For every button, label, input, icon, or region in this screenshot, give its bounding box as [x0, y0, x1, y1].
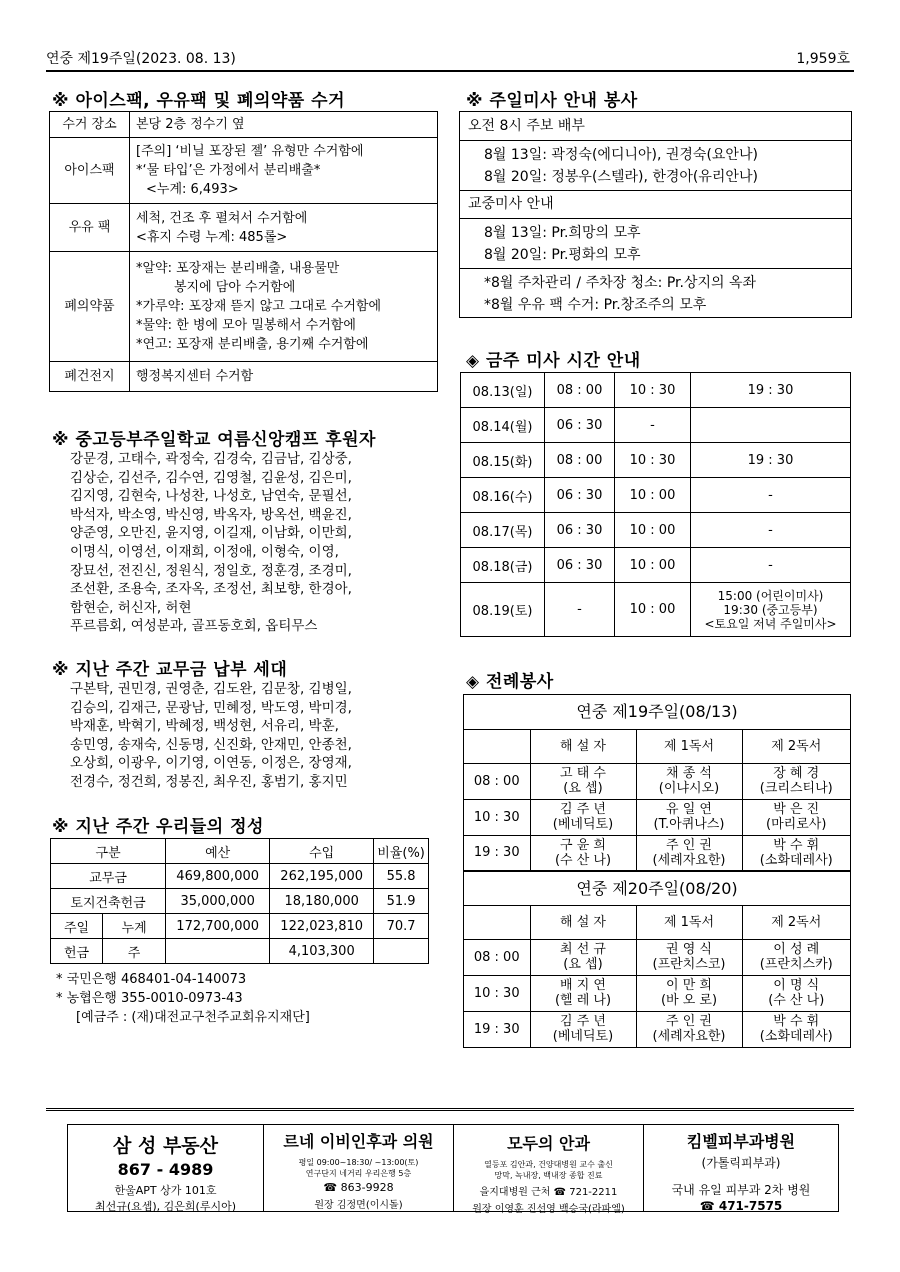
saturday-masses	[691, 583, 851, 637]
mass-date: 08.18(금)	[461, 548, 545, 583]
mass-time: -	[545, 583, 615, 637]
donor-title: ※ 중고등부주일학교 여름신앙캠프 후원자	[52, 430, 376, 450]
sat-mass-line: 15:00 (어린이미사)	[717, 588, 824, 603]
liturgy-time: 10 : 30	[464, 799, 530, 835]
baptismal-name: (크리스티나)	[759, 781, 833, 796]
tithe-line: 송민영, 송재숙, 신동명, 신진화, 안재민, 안종천,	[70, 736, 352, 753]
ad-ent-clinic	[264, 1125, 454, 1211]
bank-line: * 농협은행 355-0010-0973-43	[56, 991, 243, 1006]
mass-date: 08.15(화)	[461, 443, 545, 478]
mass-date: 08.17(목)	[461, 513, 545, 548]
ad-name: 모두의 안과	[507, 1134, 590, 1153]
mass-time: 10 : 30	[615, 373, 691, 408]
milk-line: <휴지 수령 누계: 485롤>	[136, 229, 288, 245]
empty-cell	[464, 729, 530, 763]
person-name: 고 태 수	[560, 766, 606, 781]
person-name: 배 지 연	[560, 978, 606, 993]
mass-time: 06 : 30	[545, 513, 615, 548]
liturgy-person	[530, 763, 636, 799]
mass-time	[691, 408, 851, 443]
ice-value	[130, 138, 438, 204]
ad-line: 열등포 김안과, 건양대병원 교수 출신	[484, 1160, 613, 1169]
baptismal-name: (이냐시오)	[658, 781, 720, 796]
offering-cell: 469,800,000	[166, 864, 270, 889]
offering-header: 구분	[51, 839, 166, 864]
ad-realestate	[68, 1125, 264, 1211]
mass-service-box	[459, 111, 852, 318]
liturgy-person	[742, 939, 850, 975]
liturgy-person	[530, 799, 636, 835]
person-name: 최 선 규	[560, 942, 606, 957]
donor-line: 푸르름회, 여성분과, 골프동호회, 옵티무스	[70, 618, 318, 635]
milk-value	[130, 204, 438, 252]
ads-bar	[67, 1124, 839, 1215]
baptismal-name: (헬 레 나)	[554, 993, 612, 1008]
liturgy-person	[636, 763, 742, 799]
offering-cell: 4,103,300	[270, 939, 374, 964]
mass-time: -	[691, 548, 851, 583]
mass-time: 19 : 30	[691, 373, 851, 408]
person-name: 김 주 년	[560, 802, 606, 817]
baptismal-name: (프란치스코)	[652, 957, 726, 972]
liturgy-person	[742, 835, 850, 871]
liturgy-header: 제 1독서	[636, 905, 742, 939]
offering-header: 비율(%)	[374, 839, 429, 864]
ad-line: 망막, 녹내장, 백내장 종합 진료	[494, 1171, 603, 1180]
baptismal-name: (요 셉)	[563, 957, 603, 972]
liturgy-header: 해 설 자	[530, 905, 636, 939]
med-line: *가루약: 포장재 뜯지 않고 그대로 수거함에	[136, 299, 382, 314]
person-name: 이 만 희	[666, 978, 712, 993]
sat-mass-line: 19:30 (중고등부)	[723, 602, 818, 617]
bulletin-line: 8월 20일: 정봉우(스텔라), 한경아(유리안나)	[484, 169, 758, 185]
offering-cell: 35,000,000	[166, 889, 270, 914]
mass-time-title: ◈ 금주 미사 시간 안내	[466, 351, 641, 371]
ad-phone: ☎ 471-7575	[699, 1199, 783, 1213]
collection-title: ※ 아이스팩, 우유팩 및 폐의약품 수거	[52, 91, 345, 111]
empty-cell	[464, 905, 530, 939]
ad-line: 평일 09:00~18:30/ ~13:00(토)	[298, 1158, 419, 1167]
person-name: 박 수 휘	[773, 837, 820, 853]
ice-line: <누계: 6,493>	[146, 182, 239, 197]
mass-time: 10 : 30	[615, 443, 691, 478]
ad-phone: ☎ 863-9928	[323, 1181, 394, 1194]
mass-time: 10 : 00	[615, 478, 691, 513]
ad-line: 원장 김정면(이시돌)	[314, 1200, 403, 1211]
place-value: 본당 2층 정수기 옆	[130, 112, 438, 138]
liturgy-time: 08 : 00	[464, 939, 530, 975]
person-name: 권 영 식	[666, 942, 712, 957]
mass-time-table	[460, 372, 851, 637]
offering-cell	[374, 939, 429, 964]
offering-title: ※ 지난 주간 우리들의 정성	[52, 817, 264, 837]
liturgy-header: 제 1독서	[636, 729, 742, 763]
ad-line: 한울APT 상가 101호	[114, 1184, 217, 1197]
med-line: *연고: 포장재 분리배출, 용기째 수거함에	[136, 337, 369, 352]
tithe-list	[70, 680, 352, 792]
mass-time: 06 : 30	[545, 478, 615, 513]
liturgy-box	[463, 694, 851, 1048]
offering-cell: 토지건축헌금	[51, 889, 166, 914]
offering-cell: 누계	[103, 914, 166, 939]
person-name: 유 일 연	[666, 802, 712, 817]
donor-line: 김상순, 김선주, 김수연, 김영철, 김윤성, 김은미,	[70, 469, 352, 486]
person-name: 채 종 석	[666, 766, 712, 781]
baptismal-name: (수 산 나)	[768, 993, 825, 1008]
milk-collect-line: *8월 우유 팩 수거: Pr.창조주의 모후	[484, 297, 707, 313]
offering-cell: 주	[103, 939, 166, 964]
mass-time: -	[691, 478, 851, 513]
offering-header: 수입	[270, 839, 374, 864]
ice-line: *‘물 타입’은 가정에서 분리배출*	[136, 163, 321, 178]
liturgy-person	[530, 939, 636, 975]
ad-line: 원장 이영훈 진선영 백승국(라파엘)	[472, 1204, 625, 1215]
baptismal-name: (세례자요한)	[652, 1029, 726, 1045]
mass-date: 08.13(일)	[461, 373, 545, 408]
liturgy-person	[636, 799, 742, 835]
ice-line: [주의] ‘비닐 포장된 젤’ 유형만 수거함에	[136, 144, 364, 159]
person-name: 박 은 진	[773, 802, 820, 817]
milk-line: 세척, 건조 후 펼쳐서 수거함에	[136, 210, 308, 226]
donor-list	[70, 450, 352, 636]
baptismal-name: (프란치스카)	[759, 957, 833, 972]
liturgy-title: ◈ 전례봉사	[466, 672, 554, 692]
liturgy-person	[636, 975, 742, 1011]
bank-holder: [예금주 : (재)대전교구천주교회유지재단]	[76, 1010, 310, 1025]
liturgy-time: 19 : 30	[464, 1011, 530, 1047]
battery-value: 행정복지센터 수거함	[130, 362, 438, 392]
person-name: 구 윤 희	[560, 837, 606, 853]
baptismal-name: (세례자요한)	[652, 852, 726, 868]
person-name: 이 명 식	[773, 978, 820, 993]
mass-time: 19 : 30	[691, 443, 851, 478]
week-title: 연중 제20주일(08/20)	[464, 871, 850, 905]
liturgy-person	[636, 939, 742, 975]
battery-key: 폐건전지	[50, 362, 130, 392]
baptismal-name: (마리로사)	[766, 817, 827, 832]
offering-cell: 122,023,810	[270, 914, 374, 939]
baptismal-name: (바 오 로)	[660, 993, 718, 1008]
donor-line: 양준영, 오만진, 윤지영, 이길재, 이남화, 이만희,	[70, 525, 352, 542]
donor-line: 박석자, 박소영, 박신영, 박옥자, 방옥선, 백윤진,	[70, 506, 352, 523]
liturgy-time: 10 : 30	[464, 975, 530, 1011]
baptismal-name: (요 셉)	[563, 781, 603, 796]
offering-cell: 교무금	[51, 864, 166, 889]
liturgy-person	[742, 763, 850, 799]
offering-cell: 55.8	[374, 864, 429, 889]
liturgy-person	[742, 975, 850, 1011]
mass-date: 08.19(토)	[461, 583, 545, 637]
offering-cell: 51.9	[374, 889, 429, 914]
liturgy-header: 제 2독서	[742, 729, 850, 763]
offering-cell: 헌금	[51, 939, 103, 964]
liturgy-person	[530, 1011, 636, 1047]
mass-time: 10 : 00	[615, 583, 691, 637]
tithe-title: ※ 지난 주간 교무금 납부 세대	[52, 660, 288, 680]
liturgy-header: 해 설 자	[530, 729, 636, 763]
ice-key: 아이스팩	[50, 138, 130, 204]
med-value	[130, 252, 438, 362]
ad-line: 국내 유일 피부과 2차 병원	[671, 1183, 811, 1197]
person-name: 장 혜 경	[773, 766, 820, 781]
liturgy-person	[530, 975, 636, 1011]
bulletin-sub: 오전 8시 주보 배부	[468, 118, 585, 134]
mass-time: 10 : 00	[615, 548, 691, 583]
footer-divider	[46, 1108, 854, 1111]
liturgy-person	[742, 799, 850, 835]
ad-derma-clinic	[644, 1125, 838, 1211]
baptismal-name: (T.아퀴나스)	[653, 817, 725, 832]
sat-mass-line: <토요일 저녁 주일미사>	[704, 616, 837, 631]
baptismal-name: (수 산 나)	[554, 852, 612, 868]
med-key: 폐의약품	[50, 252, 130, 362]
person-name: 김 주 년	[560, 1014, 606, 1030]
person-name: 주 인 권	[666, 837, 712, 853]
ad-eye-clinic	[454, 1125, 644, 1215]
tithe-line: 전경수, 정건희, 정봉진, 최우진, 홍범기, 홍지민	[70, 773, 348, 790]
mass-service-title: ※ 주일미사 안내 봉사	[466, 91, 638, 111]
issue-number: 1,959호	[796, 51, 850, 67]
mass-date: 08.16(수)	[461, 478, 545, 513]
mass-guide-line: 8월 20일: Pr.평화의 모후	[484, 247, 641, 263]
page-header	[46, 44, 854, 72]
ad-phone: 을지대병원 근처 ☎ 721-2211	[479, 1187, 618, 1198]
baptismal-name: (소화데레사)	[759, 1029, 833, 1045]
ad-line: (가톨릭피부과)	[701, 1156, 781, 1170]
week-title: 연중 제19주일(08/13)	[464, 695, 850, 729]
person-name: 이 성 례	[773, 942, 820, 957]
bulletin-line: 8월 13일: 곽정숙(에디니아), 권경숙(요안나)	[484, 147, 758, 163]
donor-line: 김지영, 김현숙, 나성찬, 나성호, 남연숙, 문필선,	[70, 488, 352, 505]
liturgy-person	[636, 1011, 742, 1047]
person-name: 주 인 권	[666, 1014, 712, 1030]
offering-cell: 주일	[51, 914, 103, 939]
donor-line: 강문경, 고태수, 곽정숙, 김경숙, 김금남, 김상중,	[70, 451, 352, 467]
liturgy-person	[636, 835, 742, 871]
tithe-line: 박재훈, 박혁기, 박혜정, 백성현, 서유리, 박훈,	[70, 718, 339, 735]
tithe-line: 김승의, 김재근, 문광남, 민혜정, 박도영, 박미경,	[70, 699, 352, 716]
med-line: 봉지에 담아 수거함에	[174, 280, 296, 295]
tithe-line: 오상희, 이광우, 이기영, 이연동, 이정은, 장영재,	[70, 755, 352, 772]
baptismal-name: (베네딕토)	[552, 1029, 614, 1045]
donor-line: 이명식, 이영선, 이재희, 이정애, 이형숙, 이영,	[70, 543, 339, 560]
collection-table	[49, 111, 438, 392]
mass-guide-sub: 교중미사 안내	[468, 196, 554, 212]
mass-time: 08 : 00	[545, 373, 615, 408]
mass-date: 08.14(월)	[461, 408, 545, 443]
liturgy-time: 19 : 30	[464, 835, 530, 871]
mass-time: -	[615, 408, 691, 443]
liturgy-person	[742, 1011, 850, 1047]
offering-cell: 262,195,000	[270, 864, 374, 889]
ad-name: 르네 이비인후과 의원	[283, 1132, 434, 1151]
ad-name: 삼 성 부동산	[113, 1135, 218, 1157]
offering-cell	[166, 939, 270, 964]
offering-header: 예산	[166, 839, 270, 864]
tithe-line: 구본탁, 권민경, 권영춘, 김도완, 김문창, 김병일,	[70, 681, 352, 697]
ad-name: 킴벨피부과병원	[686, 1132, 796, 1151]
mass-guide-line: 8월 13일: Pr.희망의 모후	[484, 225, 641, 241]
donor-line: 장묘선, 전진신, 정원식, 정일호, 정훈경, 조경미,	[70, 562, 352, 579]
donor-line: 함현순, 허신자, 허현	[70, 599, 192, 616]
bank-info	[56, 970, 310, 1027]
baptismal-name: (베네딕토)	[552, 817, 614, 832]
mass-time: 06 : 30	[545, 548, 615, 583]
med-line: *알약: 포장재는 분리배출, 내용물만	[136, 261, 340, 276]
mass-time: -	[691, 513, 851, 548]
ad-phone: 867 - 4989	[117, 1160, 214, 1179]
offering-cell: 70.7	[374, 914, 429, 939]
ad-line: 연구단지 네거리 우리은행 5층	[305, 1169, 412, 1178]
person-name: 박 수 휘	[773, 1014, 820, 1030]
offering-cell: 18,180,000	[270, 889, 374, 914]
parking-line: *8월 주차관리 / 주차장 청소: Pr.상지의 옥좌	[484, 275, 757, 291]
ad-line: 최선규(요셉), 김은희(루시아)	[94, 1200, 237, 1213]
bank-line: * 국민은행 468401-04-140073	[56, 972, 247, 987]
issue-date: 연중 제19주일(2023. 08. 13)	[46, 51, 236, 67]
mass-time: 10 : 00	[615, 513, 691, 548]
liturgy-header: 제 2독서	[742, 905, 850, 939]
mass-time: 06 : 30	[545, 408, 615, 443]
liturgy-person	[530, 835, 636, 871]
mass-time: 08 : 00	[545, 443, 615, 478]
med-line: *물약: 한 병에 모아 밀봉해서 수거함에	[136, 318, 356, 333]
liturgy-time: 08 : 00	[464, 763, 530, 799]
offering-cell: 172,700,000	[166, 914, 270, 939]
donor-line: 조선환, 조용숙, 조자옥, 조정선, 최보향, 한경아,	[70, 581, 352, 598]
milk-key: 우유 팩	[50, 204, 130, 252]
place-key: 수거 장소	[50, 112, 130, 138]
offering-table	[50, 838, 429, 964]
liturgy-table	[464, 695, 850, 1047]
baptismal-name: (소화데레사)	[759, 852, 833, 868]
